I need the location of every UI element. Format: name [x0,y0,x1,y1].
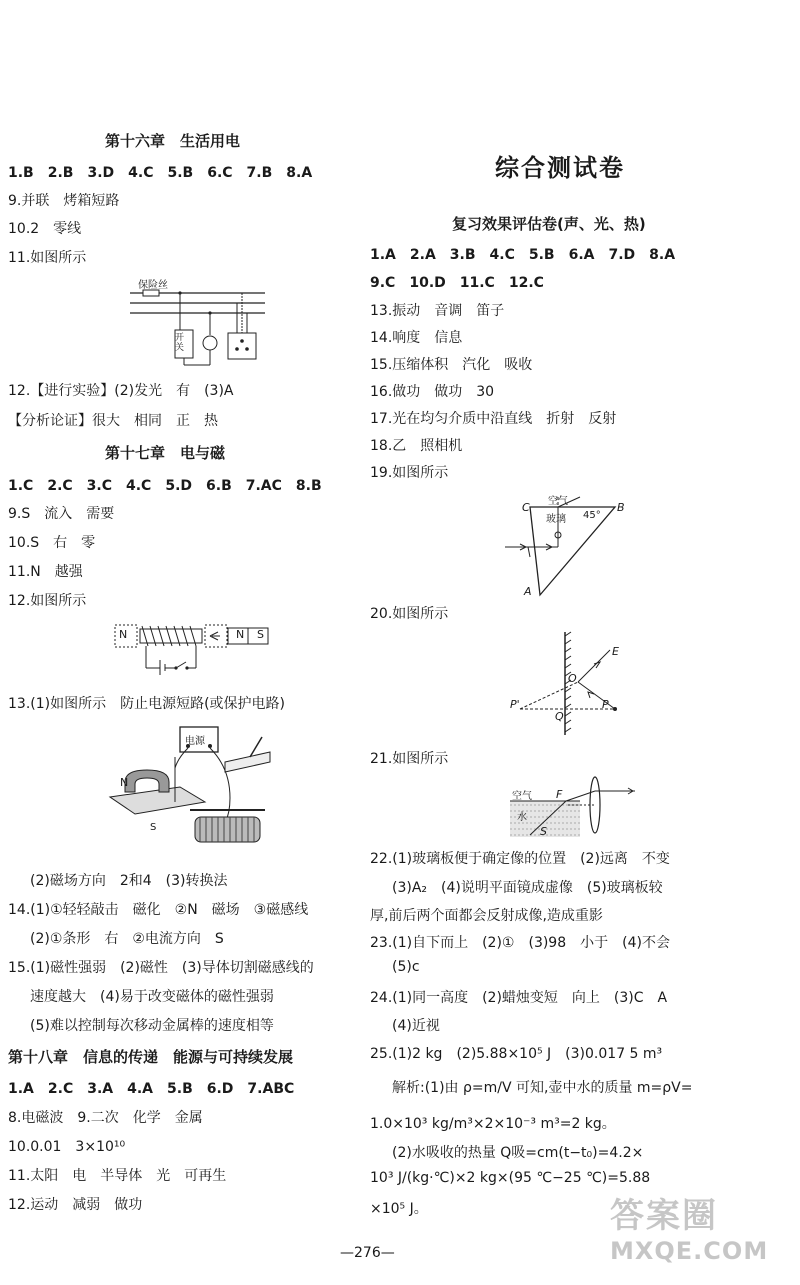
answer-line: 9.C 10.D 11.C 12.C [370,275,544,291]
main-title: 综合测试卷 [495,154,625,182]
answer-line: 18.乙 照相机 [370,438,463,454]
answer-line: 11.太阳 电 半导体 光 可再生 [8,1168,227,1184]
point-label-o: O [568,672,577,685]
point-label-s: S [540,825,547,838]
answer-line: 1.C 2.C 3.C 4.C 5.D 6.B 7.AC 8.B [8,478,322,494]
answer-line: 1.A 2.A 3.B 4.C 5.B 6.A 7.D 8.A [370,247,676,263]
answer-line: 22.(1)玻璃板便于确定像的位置 (2)远离 不变 [370,851,670,867]
glass-label: 玻璃 [546,514,566,525]
answer-line: 11.如图所示 [8,250,87,266]
answer-line: 10.2 零线 [8,221,82,237]
answer-line: 1.A 2.C 3.A 4.A 5.B 6.D 7.ABC [8,1081,295,1097]
air-label: 空气 [512,791,532,802]
answer-line: 23.(1)自下而上 (2)① (3)98 小于 (4)不会 [370,935,670,951]
chapter-16-title: 第十六章 生活用电 [105,132,241,150]
point-label-q: Q [555,710,564,723]
answer-line: 14.响度 信息 [370,330,463,346]
answer-line: 12.运动 减弱 做功 [8,1197,143,1213]
pole-label-n: N [120,776,129,789]
analysis-line: (2)水吸收的热量 Q吸=cm(t−t₀)=4.2× [392,1145,644,1161]
answer-line: 8.电磁波 9.二次 化学 金属 [8,1110,203,1126]
water-label: 水 [517,812,527,823]
chapter-17-title: 第十七章 电与磁 [105,444,226,462]
pole-label-n: N [119,628,128,641]
focus-label-f: F [556,788,563,801]
answer-line: 11.N 越强 [8,564,83,580]
chapter-18-title: 第十八章 信息的传递 能源与可持续发展 [8,1048,294,1066]
lens-diagram-21 [510,775,640,840]
watermark-text: 答案圈 [610,1196,718,1236]
answer-line: 15.压缩体积 汽化 吸收 [370,357,533,373]
analysis-line: ×10⁵ J。 [370,1201,428,1217]
answer-line: 厚,前后两个面都会反射成像,造成重影 [370,908,603,924]
point-label-p-prime: P' [510,698,520,711]
power-source-label: 电源 [185,736,205,747]
answer-line: 16.做功 做功 30 [370,384,495,400]
answer-line: 13.振动 音调 笛子 [370,303,505,319]
point-label-b: B [617,501,625,514]
page-number: —276— [340,1245,395,1261]
answer-line: 25.(1)2 kg (2)5.88×10⁵ J (3)0.017 5 m³ [370,1046,663,1062]
answer-line: (2)①条形 右 ②电流方向 S [30,931,224,947]
answer-line: (5)难以控制每次移动金属棒的速度相等 [30,1018,274,1034]
pole-label-n: N [236,628,245,641]
air-label: 空气 [548,496,568,507]
point-label-e: E [612,645,619,658]
angle-label: 45° [583,510,601,521]
point-label-c: C [522,501,530,514]
answer-line: 15.(1)磁性强弱 (2)磁性 (3)导体切割磁感线的 [8,960,314,976]
answer-line: 24.(1)同一高度 (2)蜡烛变短 向上 (3)C A [370,990,668,1006]
point-label-p: P [602,698,609,711]
point-label-a: A [524,585,532,598]
answer-line: 12.【进行实验】(2)发光 有 (3)A [8,383,234,399]
answer-line: 20.如图所示 [370,606,449,622]
answer-line: (5)c [392,959,420,975]
answer-line: (2)磁场方向 2和4 (3)转换法 [30,873,228,889]
answer-line: 10.S 右 零 [8,535,96,551]
answer-line: (4)近视 [392,1018,440,1034]
answer-line: 12.如图所示 [8,593,87,609]
answer-line: 14.(1)①轻轻敲击 磁化 ②N 磁场 ③磁感线 [8,902,309,918]
watermark-url: MXQE.COM [610,1237,769,1265]
analysis-line: 1.0×10³ kg/m³×2×10⁻³ m³=2 kg。 [370,1116,616,1132]
answer-line: 9.并联 烤箱短路 [8,193,120,209]
watermark-logo [610,1188,785,1283]
answer-line: 10.0.01 3×10¹⁰ [8,1139,126,1155]
answer-line: 17.光在均匀介质中沿直线 折射 反射 [370,411,617,427]
answer-line: 1.B 2.B 3.D 4.C 5.B 6.C 7.B 8.A [8,165,313,181]
switch-label: 开关 [175,333,185,353]
analysis-line: 10³ J/(kg·℃)×2 kg×(95 ℃−25 ℃)=5.88 [370,1170,651,1186]
fuse-label: 保险丝 [138,280,168,291]
pole-label-s: S [257,628,264,641]
electromagnet-diagram-12 [110,620,280,680]
answer-line: 21.如图所示 [370,751,449,767]
answer-line: 19.如图所示 [370,465,449,481]
pole-label-s: S [150,822,157,833]
answer-line: 9.S 流入 需要 [8,506,115,522]
answer-line: 【分析论证】很大 相同 正 热 [8,413,218,429]
analysis-line: 解析:(1)由 ρ=m/V 可知,壶中水的质量 m=ρV= [392,1080,693,1096]
answer-line: 13.(1)如图所示 防止电源短路(或保护电路) [8,696,286,712]
answer-line: 速度越大 (4)易于改变磁体的磁性强弱 [30,989,274,1005]
section-subtitle: 复习效果评估卷(声、光、热) [452,215,646,233]
answer-line: (3)A₂ (4)说明平面镜成虚像 (5)玻璃板较 [392,880,663,896]
